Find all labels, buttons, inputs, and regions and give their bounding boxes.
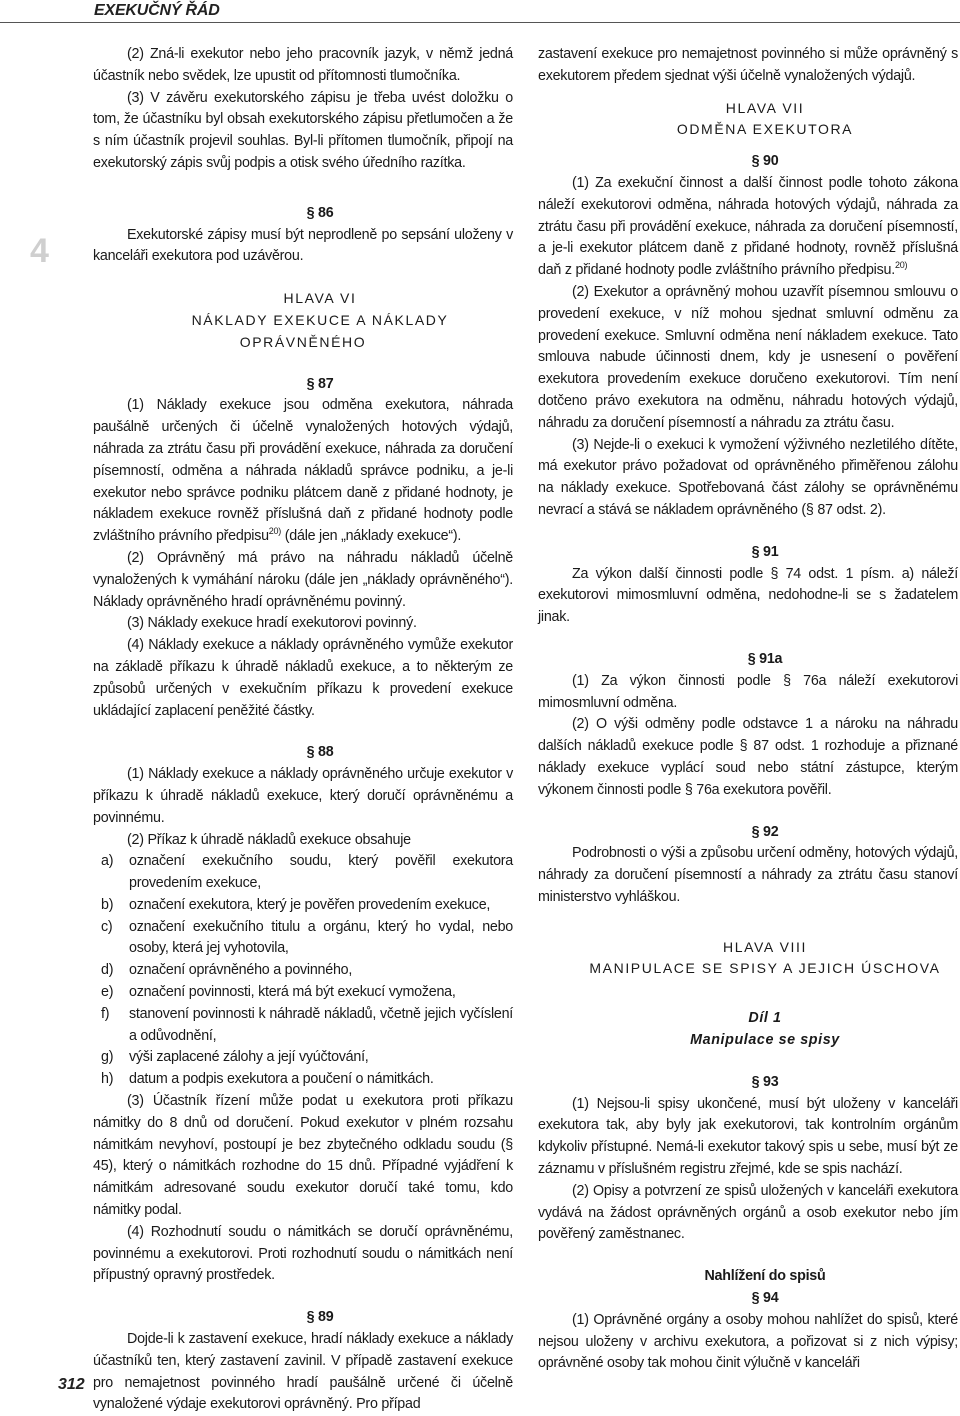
- section-heading-87: § 87: [306, 375, 334, 392]
- paragraph: (3) Účastník řízení může podat u exekutora proti příkazu námitky do 8 dnů od doručení. Pokud exekutor v plném rozsahu námitkám nevyhoví, postoupí je bez zbytečného odkladu soudu (§ 45), který o námitkách rozhodne do 15 dnů. Případné vyjádření k námitkám adresované soudu exekutor doručí také tomu, kdo námitky podal.: [93, 1093, 513, 1219]
- subheading: Nahlížení do spisů: [704, 1268, 826, 1285]
- left-column: [93, 44, 513, 1416]
- list-item-label: a): [101, 853, 114, 870]
- paragraph-text: (1) Náklady exekuce jsou odměna exekutora, náhrada paušálně určených či účelně vynaložených hotových výdajů, náhrada za ztrátu času při provádění exekuce, náhrada za doručení písemností, odměna a náhrada nákladů správce podniku, a je-li exekutor nebo správce podniku plátcem daně z přidané hodnoty, je nákladem exekuce rovněž příslušná daň z přidané hodnoty podle zvláštního právního předpisu: [93, 397, 513, 545]
- list-item: [93, 851, 513, 895]
- paragraph: (2) Opisy a potvrzení ze spisů uložených v kanceláři exekutora vydává na žádost oprávněných orgánů a osob exekutor nebo jím pověřený zaměstnanec.: [538, 1182, 958, 1243]
- page-header: [0, 0, 960, 23]
- chapter-title-vii: ODMĚNA EXEKUTORA: [676, 121, 854, 138]
- list-item-text: označení oprávněného a povinného,: [129, 962, 353, 979]
- list-item: [93, 895, 513, 917]
- chapter-heading-vii: HLAVA VII: [725, 99, 805, 116]
- paragraph: (1) Nejsou-li spisy ukončené, musí být uloženy v kanceláři exekutora tak, aby byly jak exekutorovi, tak kontrolním orgánům kdykoliv přístupné. Nemá-li exekutor takový spis u sebe, musí být ze záznamu v příslušném registru zřejmé, kde se spis nachází.: [538, 1095, 958, 1178]
- list-item: [93, 917, 513, 961]
- paragraph: (2) O výši odměny podle odstavce 1 a nároku na náhradu dalších nákladů exekuce podle § 87 odst. 1 rozhoduje a přiznané náklady exekuce vyplácí soud nebo státní zástupce, kterým výkonem činnosti podle § 76a exekutora pověřil.: [538, 716, 958, 798]
- section-heading-91a: § 91a: [747, 650, 783, 667]
- chapter-title-viii: MANIPULACE SE SPISY A JEJICH ÚSCHOVA: [589, 960, 941, 977]
- paragraph: (3) Nejde-li o exekuci k vymožení výživného nezletilého dítěte, má exekutor právo požadovat od oprávněného přiměřenou zálohu na náklady exekuce. Spotřebovaná část zálohy se oprávněnému nevrací a stává se nákladem oprávněného (§ 87 odst. 2).: [538, 436, 958, 518]
- part-heading: Díl 1: [748, 1010, 782, 1027]
- list-item-label: d): [101, 962, 114, 979]
- paragraph: (2) Oprávněný má právo na náhradu nákladů účelně vynaložených k vymáhání nároku (dále jen „náklady oprávněného“). Náklady oprávněného hradí oprávněnému povinný.: [93, 549, 513, 610]
- paragraph: (3) V závěru exekutorského zápisu je třeba uvést doložku o tom, že účastníku byl obsah exekutorského zápisu přetlumočen a že s ním účastník projevil souhlas. Byl-li přítomen tlumočník, připojí na exekutorský zápis svůj podpis a otisk svého úředního razítka.: [93, 89, 513, 171]
- paragraph: Za výkon další činnosti podle § 74 odst. 1 písm. a) náleží exekutorovi mimosmluvní odměna, nedohodne-li se s žadatelem jinak.: [538, 565, 958, 626]
- section-heading-92: § 92: [751, 823, 779, 840]
- list-item-text: označení exekučního soudu, který pověřil exekutora provedením exekuce,: [129, 853, 513, 892]
- footnote-ref: 20): [894, 260, 908, 271]
- right-column: [538, 44, 958, 1375]
- section-heading-86: § 86: [306, 204, 334, 221]
- paragraph-text: (dále jen „náklady exekuce“).: [281, 528, 462, 545]
- paragraph: [93, 395, 513, 548]
- section-heading-88: § 88: [306, 744, 334, 761]
- paragraph: zastavení exekuce pro nemajetnost povinného si může oprávněný s exekutorem předem sjednat výši účelně vynaložených výdajů.: [538, 46, 958, 84]
- list-item: [93, 1047, 513, 1069]
- paragraph: (2) Exekutor a oprávněný mohou uzavřít písemnou smlouvu o provedení exekuce, v níž mohou sjednat smluvní odměnu za provedení exekuce. Smluvní odměna není nákladem exekuce. Tato smlouva nabude účinnosti dnem, kdy je usnesení o pověření exekutora provedením exekuce doručeno exekutorovi. Tím není dotčeno právo exekutora na odměnu, náhradu hotových výdajů, náhradu za doručení písemností a náhradu za ztrátu času.: [538, 283, 958, 431]
- paragraph: (2) Zná-li exekutor nebo jeho pracovník jazyk, v němž jedná účastník nebo svědek, lze upustit od přítomnosti tlumočníka.: [93, 46, 513, 84]
- list-item-text: označení exekutora, který je pověřen provedením exekuce,: [129, 896, 491, 913]
- paragraph: (1) Náklady exekuce a náklady oprávněného určuje exekutor v příkazu k úhradě nákladů exekuce, který doručí oprávněnému a povinnému.: [93, 766, 513, 826]
- paragraph-text: (1) Za exekuční činnost a další činnost podle tohoto zákona náleží exekutorovi odměna, náhrada hotových výdajů, náhrada za ztrátu času při provádění exekuce, náhrada za doručení písemností, a je-li exekutor plátcem daně z přidané hodnoty, rovněž příslušná daň z přidané hodnoty podle zvláštního právního předpisu.: [538, 174, 958, 279]
- running-header-title: EXEKUČNÝ ŘÁD: [94, 2, 220, 19]
- list-item-label: e): [101, 984, 114, 1001]
- section-heading-90: § 90: [751, 153, 779, 170]
- section-heading-93: § 93: [751, 1073, 779, 1090]
- list-item: [93, 960, 513, 982]
- section-heading-91: § 91: [751, 543, 779, 560]
- chapter-heading-viii: HLAVA VIII: [723, 938, 807, 955]
- paragraph: (3) Náklady exekuce hradí exekutorovi povinný.: [127, 615, 417, 632]
- section-heading-89: § 89: [306, 1309, 334, 1326]
- chapter-heading-vi: HLAVA VI: [283, 290, 357, 307]
- list-item: [93, 1004, 513, 1048]
- list-item-label: c): [101, 918, 113, 935]
- list-item-label: h): [101, 1071, 114, 1088]
- paragraph: (1) Za výkon činnosti podle § 76a náleží exekutorovi mimosmluvní odměna.: [538, 672, 958, 711]
- paragraph: Exekutorské zápisy musí být neprodleně po sepsání uloženy v kanceláři exekutora pod uzávěrou.: [93, 226, 513, 265]
- list-item-text: označení exekučního titulu a orgánu, který ho vydal, nebo osoby, která jej vyhotovila,: [129, 918, 513, 957]
- chapter-side-number: 4: [30, 232, 49, 270]
- paragraph: (4) Náklady exekuce a náklady oprávněného vymůže exekutor na základě příkazu k úhradě nákladů exekuce, a to některým ze způsobů určených v exekučním příkazu k provedení exekuce ukládající zaplacení peněžité částky.: [93, 637, 513, 719]
- paragraph: (4) Rozhodnutí soudu o námitkách se doručí oprávněnému, povinnému a exekutorovi. Proti rozhodnutí soudu o námitkách není přípustný opravný prostředek.: [93, 1223, 513, 1284]
- paragraph: [538, 173, 958, 282]
- list-item-label: b): [101, 896, 114, 913]
- paragraph: Podrobnosti o výši a způsobu určení odměny, hotových výdajů, náhrady za doručení písemností a náhrady za ztrátu času stanoví ministerstvo vyhláškou.: [538, 845, 958, 905]
- paragraph: (1) Oprávněné orgány a osoby mohou nahlížet do spisů, které nejsou uloženy v archivu exekutora, a pořizovat si z nich výpisy; oprávněné osoby tak mohou činit výlučně v kanceláři: [538, 1311, 958, 1372]
- list-item-text: výši zaplacené zálohy a její vyúčtování,: [129, 1049, 369, 1066]
- list-item-text: označení povinnosti, která má být exekucí vymožena,: [129, 984, 456, 1001]
- list-item-text: datum a podpis exekutora a poučení o námitkách.: [129, 1071, 434, 1088]
- footnote-ref: 20): [268, 526, 282, 537]
- list-item: [93, 982, 513, 1004]
- page-number: 312: [58, 1376, 85, 1393]
- list-item-label: f): [101, 1005, 110, 1022]
- list-item-text: stanovení povinnosti k náhradě nákladů, včetně jejich vyčíslení a odůvodnění,: [129, 1005, 513, 1044]
- paragraph: (2) Příkaz k úhradě nákladů exekuce obsahuje: [127, 831, 411, 848]
- paragraph: Dojde-li k zastavení exekuce, hradí náklady exekuce a náklady účastníků ten, který zastavení zavinil. V případě zastavení exekuce pro nemajetnost povinného hradí paušálně určené či účelně vynaložené výdaje exekutorovi oprávněný. Pro případ: [93, 1331, 513, 1413]
- part-title: Manipulace se spisy: [690, 1032, 840, 1049]
- list-item: [93, 1069, 513, 1091]
- chapter-title-vi: NÁKLADY EXEKUCE A NÁKLADY OPRÁVNĚNÉHO: [191, 311, 449, 350]
- list-item-label: g): [101, 1049, 114, 1066]
- section-heading-94: § 94: [751, 1290, 779, 1307]
- list: [93, 851, 513, 1091]
